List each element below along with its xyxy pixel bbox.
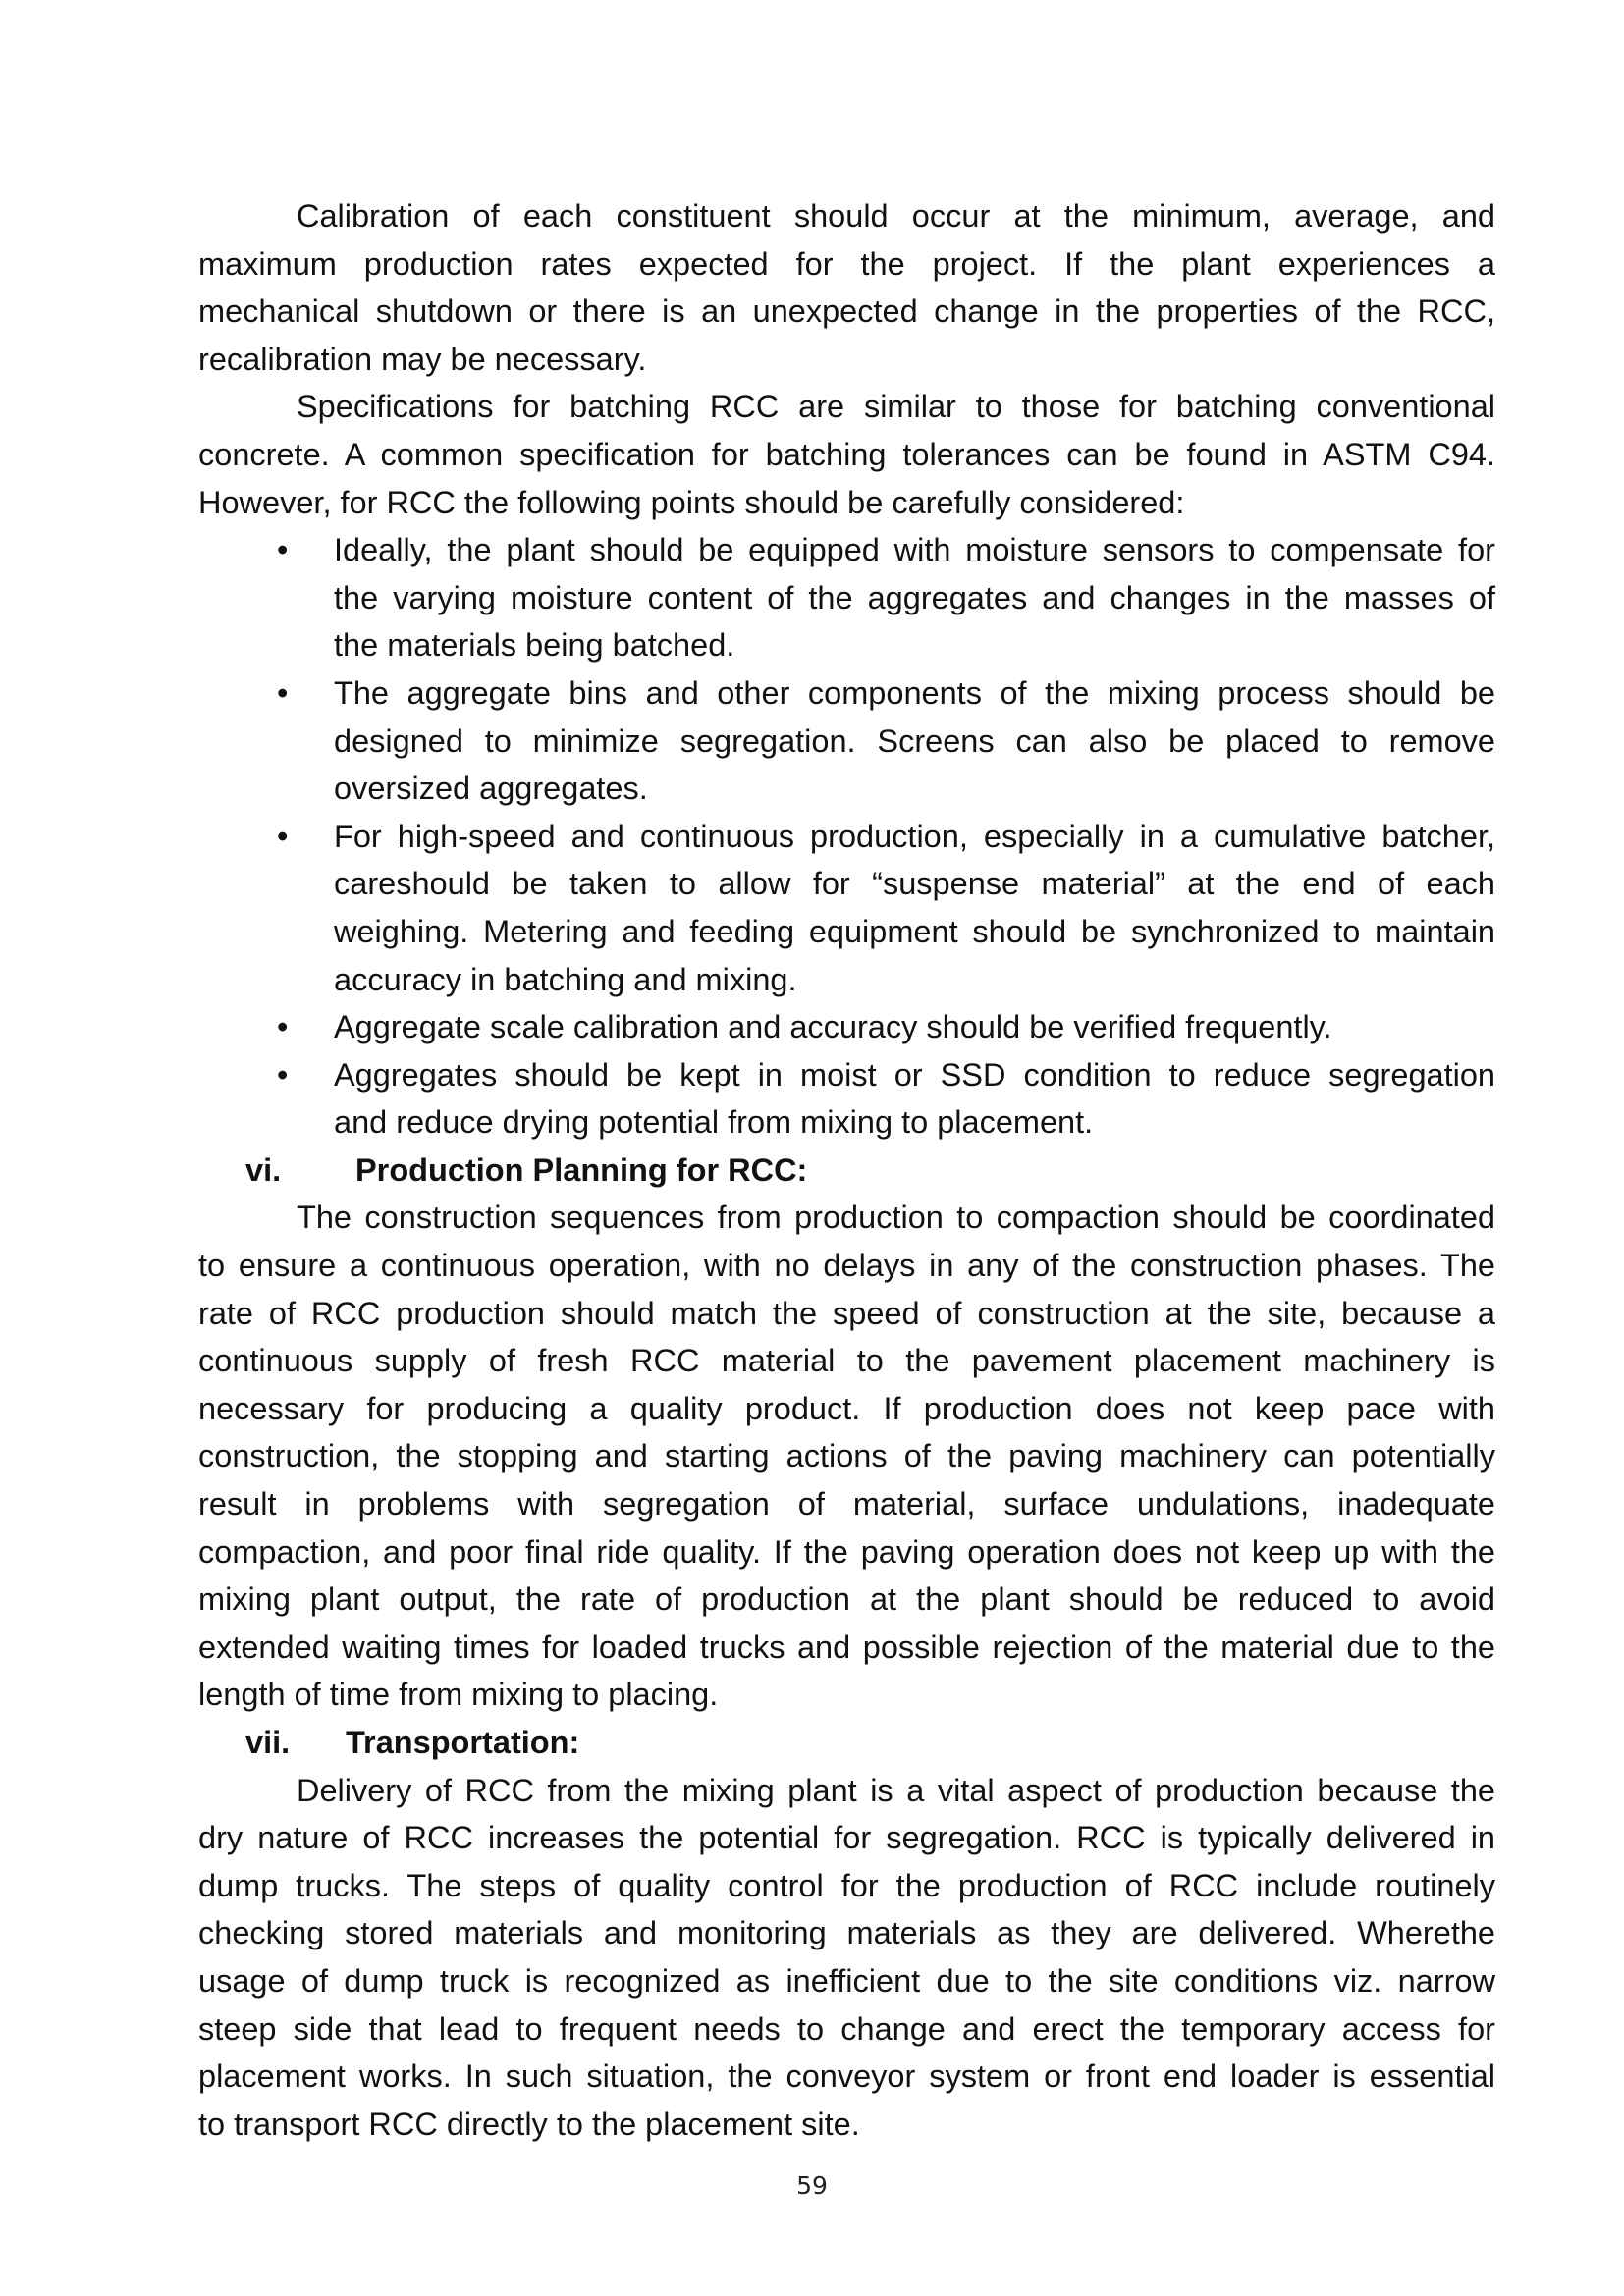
- bullet-icon: •: [277, 674, 289, 711]
- text-line: checking stored materials and monitoring materials as they are delivered. Wherethe: [198, 1915, 1495, 1951]
- text-line: designed to minimize segregation. Screens can also be placed to remove: [334, 722, 1495, 759]
- text-line: recalibration may be necessary.: [198, 341, 647, 377]
- text-line: weighing. Metering and feeding equipment should be synchronized to maintain: [334, 913, 1495, 949]
- text-line: accuracy in batching and mixing.: [334, 961, 797, 997]
- text-line: However, for RCC the following points should be carefully considered:: [198, 484, 1185, 520]
- text-line: the varying moisture content of the aggregates and changes in the masses of: [334, 579, 1495, 615]
- text-line: mixing plant output, the rate of production at the plant should be reduced to avoid: [198, 1581, 1495, 1618]
- text-line: to transport RCC directly to the placement site.: [198, 2106, 860, 2142]
- paragraph-calibration: [198, 192, 1495, 383]
- text-line: For high-speed and continuous production, especially in a cumulative batcher,: [334, 818, 1495, 854]
- list-item: [198, 526, 1495, 669]
- section-title: Production Planning for RCC:: [355, 1151, 808, 1188]
- text-line: The aggregate bins and other components of the mixing process should be: [334, 674, 1495, 711]
- text-line: the materials being batched.: [334, 627, 735, 664]
- text-line: to ensure a continuous operation, with no delays in any of the construction phases. The: [198, 1248, 1495, 1284]
- paragraph-transportation: [198, 1767, 1495, 2149]
- text-line: extended waiting times for loaded trucks and possible rejection of the material due to the: [198, 1629, 1495, 1665]
- text-line: usage of dump truck is recognized as inefficient due to the site conditions viz. narrow: [198, 1962, 1495, 1999]
- text-line: Delivery of RCC from the mixing plant is a vital aspect of production because the: [297, 1772, 1495, 1808]
- list-item: [198, 1051, 1495, 1147]
- text-line: Specifications for batching RCC are similar to those for batching conventional: [297, 389, 1495, 425]
- text-line: Aggregate scale calibration and accuracy should be verified frequently.: [334, 1009, 1332, 1045]
- text-line: The construction sequences from production to compaction should be coordinated: [297, 1200, 1495, 1236]
- text-line: dump trucks. The steps of quality control for the production of RCC include routinely: [198, 1867, 1495, 1903]
- text-line: result in problems with segregation of material, surface undulations, inadequate: [198, 1486, 1495, 1522]
- text-line: construction, the stopping and starting actions of the paving machinery can potentially: [198, 1438, 1495, 1474]
- text-line: compaction, and poor final ride quality. If the paving operation does not keep up with the: [198, 1533, 1495, 1570]
- list-item: [198, 669, 1495, 813]
- section-number: vi.: [245, 1151, 282, 1188]
- page-number: 59: [796, 2171, 828, 2200]
- text-line: dry nature of RCC increases the potential for segregation. RCC is typically delivered in: [198, 1820, 1495, 1856]
- document-page: [198, 192, 1495, 2148]
- text-line: concrete. A common specification for batching tolerances can be found in ASTM C94.: [198, 436, 1495, 472]
- text-line: and reduce drying potential from mixing to placement.: [334, 1104, 1094, 1141]
- text-line: careshould be taken to allow for “suspense material” at the end of each: [334, 866, 1495, 902]
- text-line: Ideally, the plant should be equipped with moisture sensors to compensate for: [334, 532, 1495, 568]
- bullet-icon: •: [277, 532, 289, 568]
- section-heading-vii: [198, 1719, 1495, 1767]
- text-line: mechanical shutdown or there is an unexpected change in the properties of the RCC,: [198, 294, 1495, 330]
- text-line: rate of RCC production should match the speed of construction at the site, because a: [198, 1295, 1495, 1331]
- bullet-icon: •: [277, 1056, 289, 1093]
- text-line: Calibration of each constituent should occur at the minimum, average, and: [297, 198, 1495, 234]
- text-line: placement works. In such situation, the conveyor system or front end loader is essential: [198, 2058, 1495, 2095]
- section-title: Transportation:: [346, 1725, 580, 1760]
- text-line: oversized aggregates.: [334, 771, 648, 807]
- text-line: Aggregates should be kept in moist or SSD condition to reduce segregation: [334, 1056, 1495, 1093]
- text-line: necessary for producing a quality product. If production does not keep pace with: [198, 1390, 1495, 1426]
- paragraph-specifications: [198, 383, 1495, 526]
- bullet-icon: •: [277, 818, 289, 854]
- paragraph-production-planning: [198, 1194, 1495, 1719]
- text-line: continuous supply of fresh RCC material to the pavement placement machinery is: [198, 1343, 1495, 1379]
- list-item: [198, 1003, 1495, 1051]
- text-line: length of time from mixing to placing.: [198, 1677, 719, 1713]
- text-line: steep side that lead to frequent needs to change and erect the temporary access for: [198, 2010, 1495, 2047]
- list-item: [198, 813, 1495, 1003]
- section-heading-vi: [198, 1147, 1495, 1195]
- text-line: maximum production rates expected for the project. If the plant experiences a: [198, 245, 1495, 282]
- bullet-list: [198, 526, 1495, 1147]
- section-number: vii.: [245, 1725, 291, 1760]
- bullet-icon: •: [277, 1009, 289, 1045]
